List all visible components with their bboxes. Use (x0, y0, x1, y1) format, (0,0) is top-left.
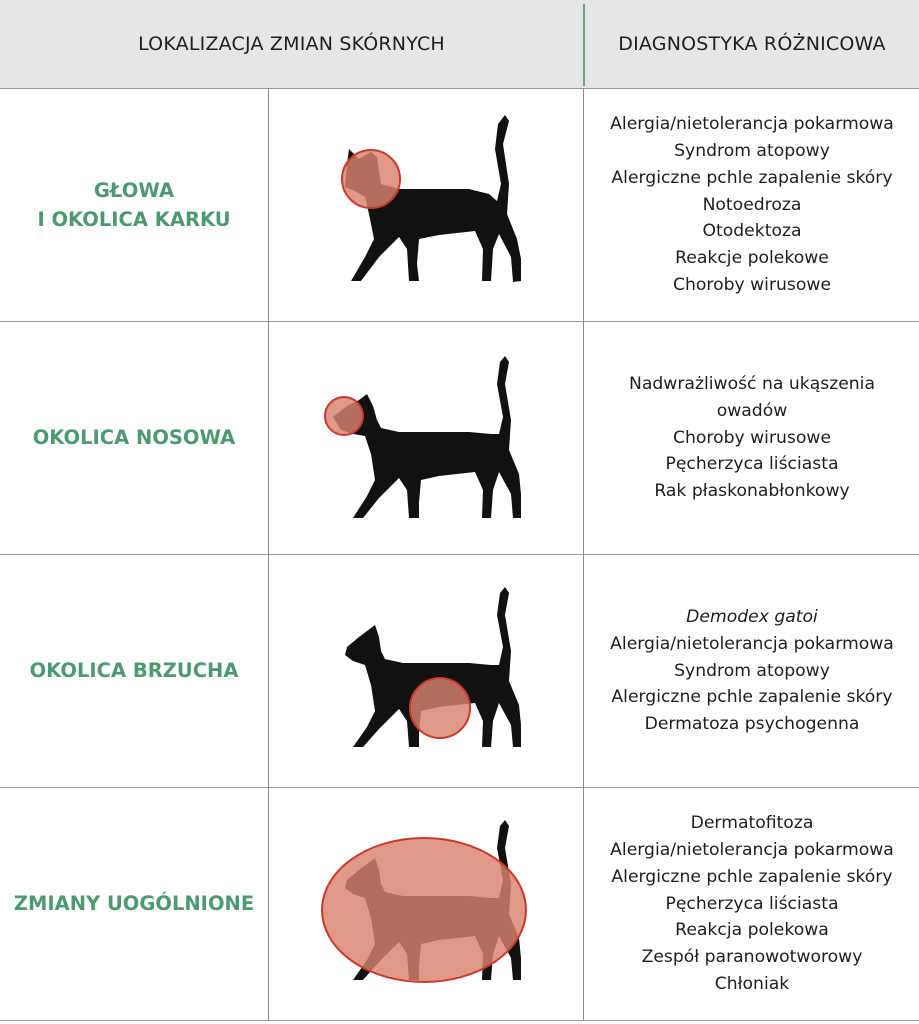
diagnosis-item: Pęcherzyca liściasta (665, 454, 839, 475)
diagnosis-item: Alergia/nietolerancja pokarmowa (610, 633, 894, 654)
diagnosis-item: Notoedroza (702, 194, 802, 215)
diagnosis-item: Zespół paranowotworowy (641, 947, 863, 968)
diagnosis-item: Dermatoza psychogenna (644, 714, 860, 735)
diagnosis-item: Demodex gatoi (686, 607, 818, 627)
diagnosis-list (585, 555, 919, 787)
diagnosis-item: Alergia/nietolerancja pokarmowa (610, 840, 894, 860)
diagnosis-list (585, 788, 919, 1020)
diagnosis-list (585, 322, 919, 554)
diagnosis-item: Rak płaskonabłonkowy (654, 481, 850, 502)
diagnosis-item: Chłoniak (714, 973, 790, 994)
highlight-circle (410, 678, 470, 738)
location-label (0, 555, 268, 787)
cat-illustration (269, 555, 583, 787)
cat-illustration (269, 89, 583, 321)
highlight-circle (325, 397, 363, 435)
diagnosis-item: Alergiczne pchle zapalenie skóry (611, 167, 893, 188)
table-row-generalized (0, 788, 919, 1020)
diagnosis-list (585, 89, 919, 321)
diagnosis-item: Reakcja polekowa (675, 920, 829, 941)
table-header (0, 0, 919, 88)
table-row-nose (0, 322, 919, 554)
diagnosis-item: owadów (716, 400, 788, 421)
cat-illustration (269, 322, 583, 554)
location-label (0, 788, 268, 1020)
highlight-ellipse (322, 838, 526, 982)
header-location: LOKALIZACJA ZMIAN SKÓRNYCH (138, 33, 445, 55)
location-label-line: OKOLICA BRZUCHA (29, 659, 239, 683)
diagnosis-item: Alergia/nietolerancja pokarmowa (610, 114, 894, 135)
diagnosis-item: Alergiczne pchle zapalenie skóry (611, 687, 893, 708)
diagnosis-item: Choroby wirusowe (672, 427, 832, 448)
diagnosis-item: Alergiczne pchle zapalenie skóry (611, 866, 893, 887)
location-label (0, 322, 268, 554)
location-label-line: GŁOWA (93, 178, 175, 202)
location-label-line: ZMIANY UOGÓLNIONE (13, 892, 255, 916)
location-label (0, 89, 268, 321)
diagnosis-item: Syndrom atopowy (674, 660, 830, 681)
diagnosis-item: Pęcherzyca liściasta (665, 893, 839, 914)
diagnosis-item: Choroby wirusowe (672, 274, 832, 295)
diagnosis-item: Nadwrażliwość na ukąszenia (629, 374, 875, 394)
cat-whole-body-highlight-icon (269, 788, 583, 1020)
cat-belly-highlight-icon (269, 555, 583, 787)
diagnosis-item: Reakcje polekowe (675, 248, 829, 269)
row-divider (0, 1020, 919, 1021)
table-row-belly (0, 555, 919, 787)
highlight-circle (342, 150, 400, 208)
diagnosis-item: Otodektoza (702, 221, 802, 242)
cat-head-highlight-icon (269, 89, 583, 321)
location-label-line: OKOLICA NOSOWA (32, 426, 236, 450)
diagnosis-item: Syndrom atopowy (674, 141, 830, 161)
diagnosis-item: Dermatofitoza (690, 813, 814, 834)
cat-illustration (269, 788, 583, 1020)
header-diagnosis: DIAGNOSTYKA RÓŻNICOWA (618, 33, 886, 55)
location-label-line: I OKOLICA KARKU (37, 208, 231, 231)
cat-silhouette (333, 356, 521, 518)
table-row-head (0, 89, 919, 321)
cat-nose-highlight-icon (269, 322, 583, 554)
